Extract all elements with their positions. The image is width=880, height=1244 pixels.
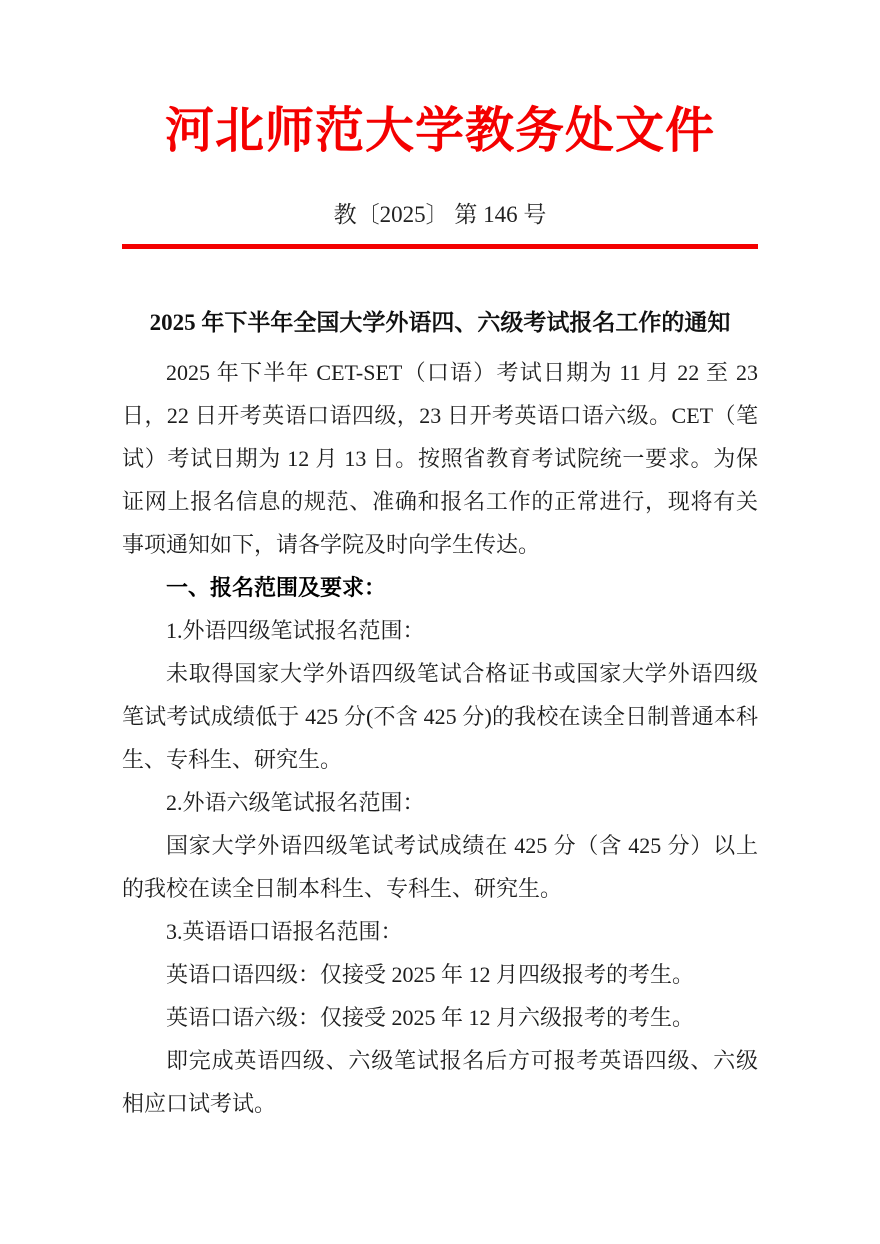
document-content: [122, 0, 758, 1125]
document-number: 教〔2025〕 第 146 号: [333, 202, 547, 227]
divider-line: [122, 244, 758, 249]
section-heading-registration-scope: 一、报名范围及要求：: [166, 575, 387, 600]
subsection-2-label: 2.外语六级笔试报名范围：: [166, 790, 425, 815]
letterhead-title: 河北师范大学教务处文件: [164, 103, 715, 158]
subsection-3-paragraph-cet4-oral: 英语口语四级：仅接受 2025 年 12 月四级报考的考生。: [166, 962, 695, 987]
intro-paragraph: 2025 年下半年 CET-SET（口语）考试日期为 11 月 22 至 23 日，22 日开考英语口语四级，23 日开考英语口语六级。CET（笔试）考试日期为 12 月 13 日。按照省教育考试院统一要求。为保证网上报名信息的规范、准确和报名工作的正常进行，现将有关事项通知如下，请各学院及时向学生传达。: [122, 360, 758, 557]
subsection-2-paragraph: 国家大学外语四级笔试考试成绩在 425 分（含 425 分）以上的我校在读全日制本科生、专科生、研究生。: [122, 833, 758, 901]
document-title: 2025 年下半年全国大学外语四、六级考试报名工作的通知: [149, 310, 731, 335]
subsection-1-paragraph: 未取得国家大学外语四级笔试合格证书或国家大学外语四级笔试考试成绩低于 425 分(不含 425 分)的我校在读全日制普通本科生、专科生、研究生。: [122, 661, 758, 772]
subsection-3-paragraph-cet6-oral: 英语口语六级：仅接受 2025 年 12 月六级报考的考生。: [166, 1005, 695, 1030]
subsection-1-label: 1.外语四级笔试报名范围：: [166, 618, 425, 643]
subsection-3-label: 3.英语语口语报名范围：: [166, 919, 403, 944]
subsection-3-paragraph-note: 即完成英语四级、六级笔试报名后方可报考英语四级、六级相应口试考试。: [122, 1048, 758, 1116]
